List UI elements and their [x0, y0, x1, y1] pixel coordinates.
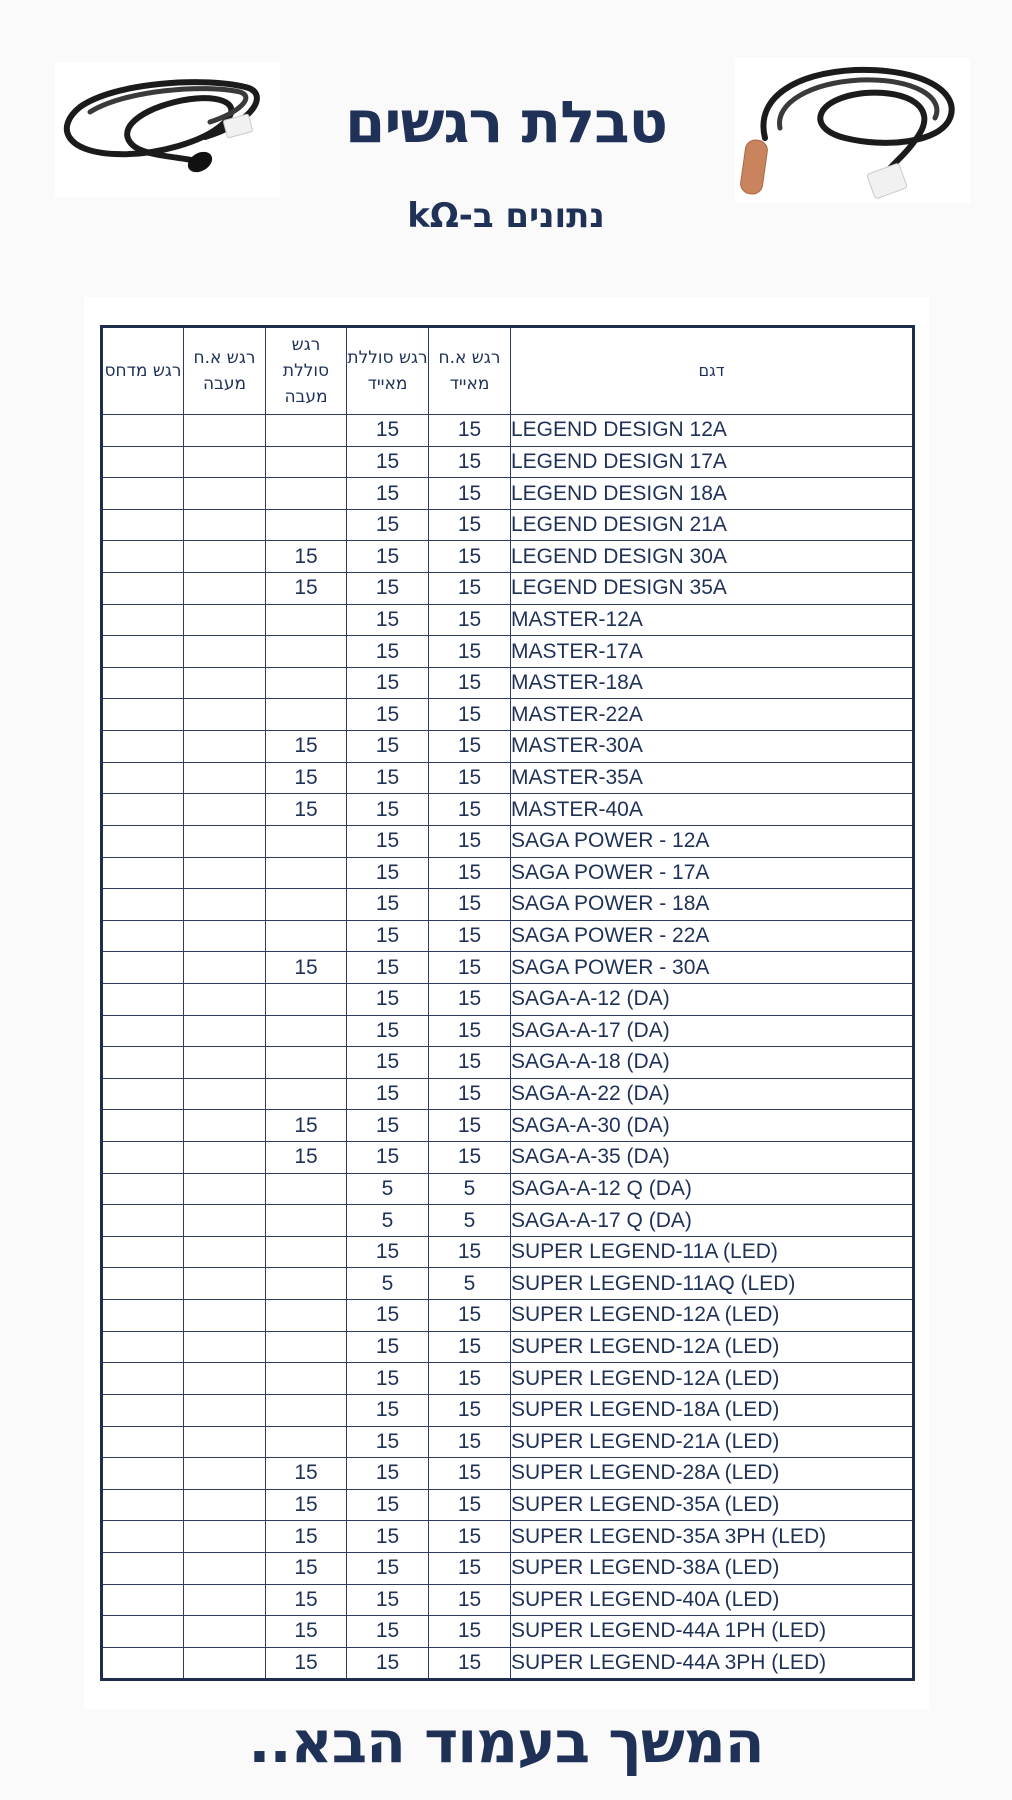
model-cell: SUPER LEGEND-11A (LED): [511, 1236, 914, 1268]
model-cell: SUPER LEGEND-40A (LED): [511, 1584, 914, 1616]
evaporator-air-sensor-cell: 15: [429, 1015, 511, 1047]
compressor-sensor-cell: [102, 1300, 184, 1332]
condenser-air-sensor-cell: [184, 446, 266, 478]
evaporator-air-sensor-cell: 15: [429, 636, 511, 668]
model-cell: SAGA-A-12 Q (DA): [511, 1173, 914, 1205]
header-model: דגם: [511, 327, 914, 415]
table-row: [102, 1078, 914, 1110]
compressor-sensor-cell: [102, 1205, 184, 1237]
condenser-coil-sensor-cell: [266, 699, 347, 731]
condenser-coil-sensor-cell: 15: [266, 1647, 347, 1680]
evaporator-air-sensor-cell: 15: [429, 541, 511, 573]
compressor-sensor-cell: [102, 604, 184, 636]
condenser-air-sensor-cell: [184, 794, 266, 826]
evaporator-coil-sensor-cell: 5: [347, 1268, 429, 1300]
table-row: [102, 541, 914, 573]
header-evaporator-coil-sensor: רגש סוללת מאייד: [347, 327, 429, 415]
condenser-air-sensor-cell: [184, 1647, 266, 1680]
evaporator-coil-sensor-cell: 15: [347, 1426, 429, 1458]
compressor-sensor-cell: [102, 1331, 184, 1363]
compressor-sensor-cell: [102, 1584, 184, 1616]
table-row: [102, 446, 914, 478]
evaporator-coil-sensor-cell: 15: [347, 794, 429, 826]
evaporator-air-sensor-cell: 15: [429, 1458, 511, 1490]
evaporator-coil-sensor-cell: 15: [347, 1300, 429, 1332]
condenser-air-sensor-cell: [184, 857, 266, 889]
header-condenser-coil-sensor: רגש סוללת מעבה: [266, 327, 347, 415]
evaporator-air-sensor-cell: 15: [429, 857, 511, 889]
model-cell: SAGA-A-30 (DA): [511, 1110, 914, 1142]
compressor-sensor-cell: [102, 762, 184, 794]
evaporator-coil-sensor-cell: 15: [347, 1015, 429, 1047]
model-cell: SAGA-A-17 Q (DA): [511, 1205, 914, 1237]
table-row: [102, 636, 914, 668]
table-row: [102, 1584, 914, 1616]
condenser-air-sensor-cell: [184, 920, 266, 952]
evaporator-air-sensor-cell: 15: [429, 1394, 511, 1426]
condenser-air-sensor-cell: [184, 762, 266, 794]
evaporator-air-sensor-cell: 15: [429, 983, 511, 1015]
condenser-air-sensor-cell: [184, 952, 266, 984]
model-cell: SAGA-A-17 (DA): [511, 1015, 914, 1047]
evaporator-coil-sensor-cell: 15: [347, 1521, 429, 1553]
model-cell: SUPER LEGEND-18A (LED): [511, 1394, 914, 1426]
condenser-air-sensor-cell: [184, 1300, 266, 1332]
condenser-coil-sensor-cell: [266, 1426, 347, 1458]
condenser-coil-sensor-cell: [266, 889, 347, 921]
compressor-sensor-cell: [102, 794, 184, 826]
evaporator-coil-sensor-cell: 15: [347, 762, 429, 794]
condenser-coil-sensor-cell: [266, 415, 347, 447]
evaporator-coil-sensor-cell: 15: [347, 889, 429, 921]
compressor-sensor-cell: [102, 1173, 184, 1205]
condenser-air-sensor-cell: [184, 573, 266, 605]
evaporator-air-sensor-cell: 15: [429, 699, 511, 731]
table-row: [102, 794, 914, 826]
sensor-table: [100, 325, 915, 1681]
condenser-air-sensor-cell: [184, 1268, 266, 1300]
table-row: [102, 1142, 914, 1174]
model-cell: SUPER LEGEND-38A (LED): [511, 1552, 914, 1584]
evaporator-air-sensor-cell: 15: [429, 1552, 511, 1584]
evaporator-air-sensor-cell: 15: [429, 1489, 511, 1521]
condenser-coil-sensor-cell: [266, 1236, 347, 1268]
condenser-air-sensor-cell: [184, 667, 266, 699]
evaporator-air-sensor-cell: 15: [429, 1236, 511, 1268]
evaporator-coil-sensor-cell: 5: [347, 1173, 429, 1205]
model-cell: SAGA-A-22 (DA): [511, 1078, 914, 1110]
table-row: [102, 667, 914, 699]
condenser-coil-sensor-cell: 15: [266, 1142, 347, 1174]
condenser-coil-sensor-cell: [266, 1394, 347, 1426]
compressor-sensor-cell: [102, 1047, 184, 1079]
model-cell: SAGA POWER - 17A: [511, 857, 914, 889]
evaporator-air-sensor-cell: 15: [429, 509, 511, 541]
evaporator-air-sensor-cell: 15: [429, 667, 511, 699]
model-cell: SUPER LEGEND-21A (LED): [511, 1426, 914, 1458]
evaporator-coil-sensor-cell: 15: [347, 952, 429, 984]
evaporator-coil-sensor-cell: 15: [347, 478, 429, 510]
compressor-sensor-cell: [102, 1363, 184, 1395]
condenser-air-sensor-cell: [184, 1616, 266, 1648]
model-cell: SUPER LEGEND-35A (LED): [511, 1489, 914, 1521]
evaporator-coil-sensor-cell: 15: [347, 983, 429, 1015]
evaporator-coil-sensor-cell: 15: [347, 415, 429, 447]
condenser-air-sensor-cell: [184, 1047, 266, 1079]
condenser-coil-sensor-cell: [266, 1015, 347, 1047]
evaporator-coil-sensor-cell: 15: [347, 1363, 429, 1395]
condenser-coil-sensor-cell: 15: [266, 573, 347, 605]
model-cell: SUPER LEGEND-11AQ (LED): [511, 1268, 914, 1300]
compressor-sensor-cell: [102, 1521, 184, 1553]
table-row: [102, 1426, 914, 1458]
condenser-air-sensor-cell: [184, 699, 266, 731]
condenser-coil-sensor-cell: [266, 1205, 347, 1237]
model-cell: SAGA POWER - 30A: [511, 952, 914, 984]
model-cell: SAGA-A-18 (DA): [511, 1047, 914, 1079]
continued-next-page: המשך בעמוד הבא..: [248, 1708, 764, 1776]
table-row: [102, 1331, 914, 1363]
evaporator-coil-sensor-cell: 5: [347, 1205, 429, 1237]
table-row: [102, 604, 914, 636]
header-compressor-sensor: רגש מדחס: [102, 327, 184, 415]
evaporator-coil-sensor-cell: 15: [347, 1616, 429, 1648]
table-row: [102, 1394, 914, 1426]
compressor-sensor-cell: [102, 731, 184, 763]
evaporator-coil-sensor-cell: 15: [347, 1458, 429, 1490]
evaporator-air-sensor-cell: 15: [429, 1426, 511, 1458]
condenser-coil-sensor-cell: [266, 446, 347, 478]
condenser-coil-sensor-cell: 15: [266, 1584, 347, 1616]
table-row: [102, 920, 914, 952]
compressor-sensor-cell: [102, 415, 184, 447]
table-row: [102, 478, 914, 510]
compressor-sensor-cell: [102, 1616, 184, 1648]
model-cell: LEGEND DESIGN 21A: [511, 509, 914, 541]
model-cell: SUPER LEGEND-12A (LED): [511, 1300, 914, 1332]
compressor-sensor-cell: [102, 667, 184, 699]
condenser-coil-sensor-cell: 15: [266, 952, 347, 984]
evaporator-air-sensor-cell: 15: [429, 1647, 511, 1680]
condenser-air-sensor-cell: [184, 1426, 266, 1458]
evaporator-coil-sensor-cell: 15: [347, 636, 429, 668]
model-cell: MASTER-35A: [511, 762, 914, 794]
compressor-sensor-cell: [102, 1078, 184, 1110]
compressor-sensor-cell: [102, 983, 184, 1015]
condenser-coil-sensor-cell: [266, 509, 347, 541]
compressor-sensor-cell: [102, 478, 184, 510]
compressor-sensor-cell: [102, 1015, 184, 1047]
page-title: טבלת רגשים: [345, 88, 667, 156]
model-cell: MASTER-30A: [511, 731, 914, 763]
table-row: [102, 889, 914, 921]
evaporator-coil-sensor-cell: 15: [347, 573, 429, 605]
evaporator-air-sensor-cell: 15: [429, 794, 511, 826]
compressor-sensor-cell: [102, 1426, 184, 1458]
evaporator-air-sensor-cell: 15: [429, 573, 511, 605]
header-evaporator-air-sensor: רגש א.ח מאייד: [429, 327, 511, 415]
evaporator-coil-sensor-cell: 15: [347, 1489, 429, 1521]
evaporator-air-sensor-cell: 15: [429, 446, 511, 478]
table-row: [102, 1300, 914, 1332]
table-row: [102, 1015, 914, 1047]
condenser-air-sensor-cell: [184, 1584, 266, 1616]
evaporator-air-sensor-cell: 15: [429, 952, 511, 984]
page-subtitle: נתונים ב-kΩ: [407, 196, 605, 236]
condenser-coil-sensor-cell: 15: [266, 1489, 347, 1521]
evaporator-coil-sensor-cell: 15: [347, 667, 429, 699]
compressor-sensor-cell: [102, 541, 184, 573]
model-cell: MASTER-40A: [511, 794, 914, 826]
compressor-sensor-cell: [102, 1489, 184, 1521]
table-row: [102, 983, 914, 1015]
condenser-coil-sensor-cell: [266, 857, 347, 889]
condenser-coil-sensor-cell: [266, 920, 347, 952]
table-row: [102, 509, 914, 541]
table-row: [102, 1110, 914, 1142]
evaporator-coil-sensor-cell: 15: [347, 920, 429, 952]
evaporator-coil-sensor-cell: 15: [347, 825, 429, 857]
model-cell: LEGEND DESIGN 12A: [511, 415, 914, 447]
evaporator-air-sensor-cell: 5: [429, 1205, 511, 1237]
compressor-sensor-cell: [102, 446, 184, 478]
model-cell: SUPER LEGEND-44A 1PH (LED): [511, 1616, 914, 1648]
compressor-sensor-cell: [102, 1268, 184, 1300]
condenser-air-sensor-cell: [184, 889, 266, 921]
evaporator-coil-sensor-cell: 15: [347, 541, 429, 573]
condenser-air-sensor-cell: [184, 1173, 266, 1205]
table-row: [102, 1616, 914, 1648]
table-row: [102, 1236, 914, 1268]
condenser-air-sensor-cell: [184, 1236, 266, 1268]
evaporator-coil-sensor-cell: 15: [347, 1394, 429, 1426]
compressor-sensor-cell: [102, 1110, 184, 1142]
evaporator-air-sensor-cell: 15: [429, 1078, 511, 1110]
table-row: [102, 1521, 914, 1553]
table-row: [102, 415, 914, 447]
condenser-coil-sensor-cell: 15: [266, 1110, 347, 1142]
compressor-sensor-cell: [102, 920, 184, 952]
table-row: [102, 1489, 914, 1521]
condenser-coil-sensor-cell: [266, 1173, 347, 1205]
condenser-air-sensor-cell: [184, 604, 266, 636]
compressor-sensor-cell: [102, 636, 184, 668]
table-row: [102, 1173, 914, 1205]
evaporator-coil-sensor-cell: 15: [347, 1552, 429, 1584]
condenser-coil-sensor-cell: [266, 636, 347, 668]
condenser-air-sensor-cell: [184, 1078, 266, 1110]
table-row: [102, 762, 914, 794]
evaporator-coil-sensor-cell: 15: [347, 1331, 429, 1363]
condenser-air-sensor-cell: [184, 731, 266, 763]
condenser-air-sensor-cell: [184, 478, 266, 510]
condenser-coil-sensor-cell: 15: [266, 1552, 347, 1584]
evaporator-coil-sensor-cell: 15: [347, 446, 429, 478]
evaporator-air-sensor-cell: 15: [429, 604, 511, 636]
evaporator-air-sensor-cell: 15: [429, 889, 511, 921]
condenser-air-sensor-cell: [184, 509, 266, 541]
condenser-coil-sensor-cell: 15: [266, 731, 347, 763]
evaporator-coil-sensor-cell: 15: [347, 731, 429, 763]
condenser-coil-sensor-cell: [266, 1268, 347, 1300]
condenser-coil-sensor-cell: [266, 825, 347, 857]
condenser-air-sensor-cell: [184, 983, 266, 1015]
evaporator-coil-sensor-cell: 15: [347, 1236, 429, 1268]
model-cell: SAGA-A-12 (DA): [511, 983, 914, 1015]
table-row: [102, 1047, 914, 1079]
model-cell: SUPER LEGEND-44A 3PH (LED): [511, 1647, 914, 1680]
condenser-air-sensor-cell: [184, 1552, 266, 1584]
evaporator-coil-sensor-cell: 15: [347, 699, 429, 731]
model-cell: MASTER-17A: [511, 636, 914, 668]
evaporator-coil-sensor-cell: 15: [347, 1647, 429, 1680]
evaporator-coil-sensor-cell: 15: [347, 1584, 429, 1616]
condenser-air-sensor-cell: [184, 1142, 266, 1174]
model-cell: SAGA POWER - 12A: [511, 825, 914, 857]
condenser-air-sensor-cell: [184, 1458, 266, 1490]
model-cell: LEGEND DESIGN 17A: [511, 446, 914, 478]
condenser-coil-sensor-cell: [266, 604, 347, 636]
compressor-sensor-cell: [102, 1236, 184, 1268]
condenser-coil-sensor-cell: [266, 478, 347, 510]
model-cell: LEGEND DESIGN 18A: [511, 478, 914, 510]
table-header-row: [102, 327, 914, 415]
condenser-air-sensor-cell: [184, 1015, 266, 1047]
condenser-air-sensor-cell: [184, 541, 266, 573]
model-cell: SUPER LEGEND-35A 3PH (LED): [511, 1521, 914, 1553]
condenser-coil-sensor-cell: [266, 1363, 347, 1395]
compressor-sensor-cell: [102, 1142, 184, 1174]
condenser-coil-sensor-cell: [266, 667, 347, 699]
evaporator-coil-sensor-cell: 15: [347, 509, 429, 541]
evaporator-air-sensor-cell: 15: [429, 1584, 511, 1616]
table-row: [102, 857, 914, 889]
table-row: [102, 825, 914, 857]
condenser-air-sensor-cell: [184, 825, 266, 857]
table-row: [102, 1363, 914, 1395]
model-cell: MASTER-12A: [511, 604, 914, 636]
evaporator-air-sensor-cell: 5: [429, 1268, 511, 1300]
condenser-coil-sensor-cell: 15: [266, 794, 347, 826]
condenser-coil-sensor-cell: 15: [266, 1458, 347, 1490]
table-row: [102, 1268, 914, 1300]
condenser-coil-sensor-cell: [266, 1047, 347, 1079]
evaporator-air-sensor-cell: 15: [429, 1363, 511, 1395]
model-cell: SUPER LEGEND-12A (LED): [511, 1363, 914, 1395]
evaporator-air-sensor-cell: 15: [429, 1521, 511, 1553]
table-row: [102, 1205, 914, 1237]
compressor-sensor-cell: [102, 509, 184, 541]
condenser-air-sensor-cell: [184, 415, 266, 447]
table-row: [102, 1458, 914, 1490]
condenser-coil-sensor-cell: 15: [266, 541, 347, 573]
evaporator-air-sensor-cell: 15: [429, 478, 511, 510]
header-condenser-air-sensor: רגש א.ח מעבה: [184, 327, 266, 415]
evaporator-coil-sensor-cell: 15: [347, 1142, 429, 1174]
evaporator-coil-sensor-cell: 15: [347, 1047, 429, 1079]
evaporator-coil-sensor-cell: 15: [347, 857, 429, 889]
condenser-air-sensor-cell: [184, 1110, 266, 1142]
condenser-coil-sensor-cell: [266, 1331, 347, 1363]
condenser-coil-sensor-cell: [266, 1078, 347, 1110]
compressor-sensor-cell: [102, 699, 184, 731]
model-cell: LEGEND DESIGN 35A: [511, 573, 914, 605]
evaporator-air-sensor-cell: 15: [429, 1616, 511, 1648]
evaporator-air-sensor-cell: 15: [429, 920, 511, 952]
compressor-sensor-cell: [102, 1647, 184, 1680]
compressor-sensor-cell: [102, 1394, 184, 1426]
table-row: [102, 1552, 914, 1584]
evaporator-air-sensor-cell: 15: [429, 1300, 511, 1332]
table-row: [102, 699, 914, 731]
condenser-coil-sensor-cell: 15: [266, 1616, 347, 1648]
model-cell: SAGA POWER - 22A: [511, 920, 914, 952]
table-row: [102, 573, 914, 605]
model-cell: SUPER LEGEND-12A (LED): [511, 1331, 914, 1363]
evaporator-air-sensor-cell: 15: [429, 762, 511, 794]
condenser-air-sensor-cell: [184, 1521, 266, 1553]
evaporator-coil-sensor-cell: 15: [347, 1110, 429, 1142]
evaporator-air-sensor-cell: 15: [429, 1110, 511, 1142]
model-cell: SAGA-A-35 (DA): [511, 1142, 914, 1174]
table-row: [102, 952, 914, 984]
condenser-air-sensor-cell: [184, 1205, 266, 1237]
condenser-air-sensor-cell: [184, 1363, 266, 1395]
model-cell: MASTER-18A: [511, 667, 914, 699]
evaporator-air-sensor-cell: 15: [429, 825, 511, 857]
compressor-sensor-cell: [102, 1458, 184, 1490]
compressor-sensor-cell: [102, 889, 184, 921]
condenser-air-sensor-cell: [184, 1489, 266, 1521]
model-cell: LEGEND DESIGN 30A: [511, 541, 914, 573]
compressor-sensor-cell: [102, 825, 184, 857]
model-cell: MASTER-22A: [511, 699, 914, 731]
compressor-sensor-cell: [102, 1552, 184, 1584]
evaporator-air-sensor-cell: 15: [429, 415, 511, 447]
evaporator-coil-sensor-cell: 15: [347, 1078, 429, 1110]
condenser-air-sensor-cell: [184, 1331, 266, 1363]
evaporator-air-sensor-cell: 15: [429, 1142, 511, 1174]
condenser-air-sensor-cell: [184, 1394, 266, 1426]
condenser-coil-sensor-cell: 15: [266, 762, 347, 794]
evaporator-air-sensor-cell: 15: [429, 731, 511, 763]
evaporator-air-sensor-cell: 15: [429, 1331, 511, 1363]
model-cell: SAGA POWER - 18A: [511, 889, 914, 921]
compressor-sensor-cell: [102, 573, 184, 605]
table-row: [102, 1647, 914, 1680]
model-cell: SUPER LEGEND-28A (LED): [511, 1458, 914, 1490]
condenser-air-sensor-cell: [184, 636, 266, 668]
evaporator-air-sensor-cell: 15: [429, 1047, 511, 1079]
evaporator-coil-sensor-cell: 15: [347, 604, 429, 636]
condenser-coil-sensor-cell: [266, 983, 347, 1015]
compressor-sensor-cell: [102, 857, 184, 889]
evaporator-air-sensor-cell: 5: [429, 1173, 511, 1205]
condenser-coil-sensor-cell: 15: [266, 1521, 347, 1553]
compressor-sensor-cell: [102, 952, 184, 984]
condenser-coil-sensor-cell: [266, 1300, 347, 1332]
table-row: [102, 731, 914, 763]
